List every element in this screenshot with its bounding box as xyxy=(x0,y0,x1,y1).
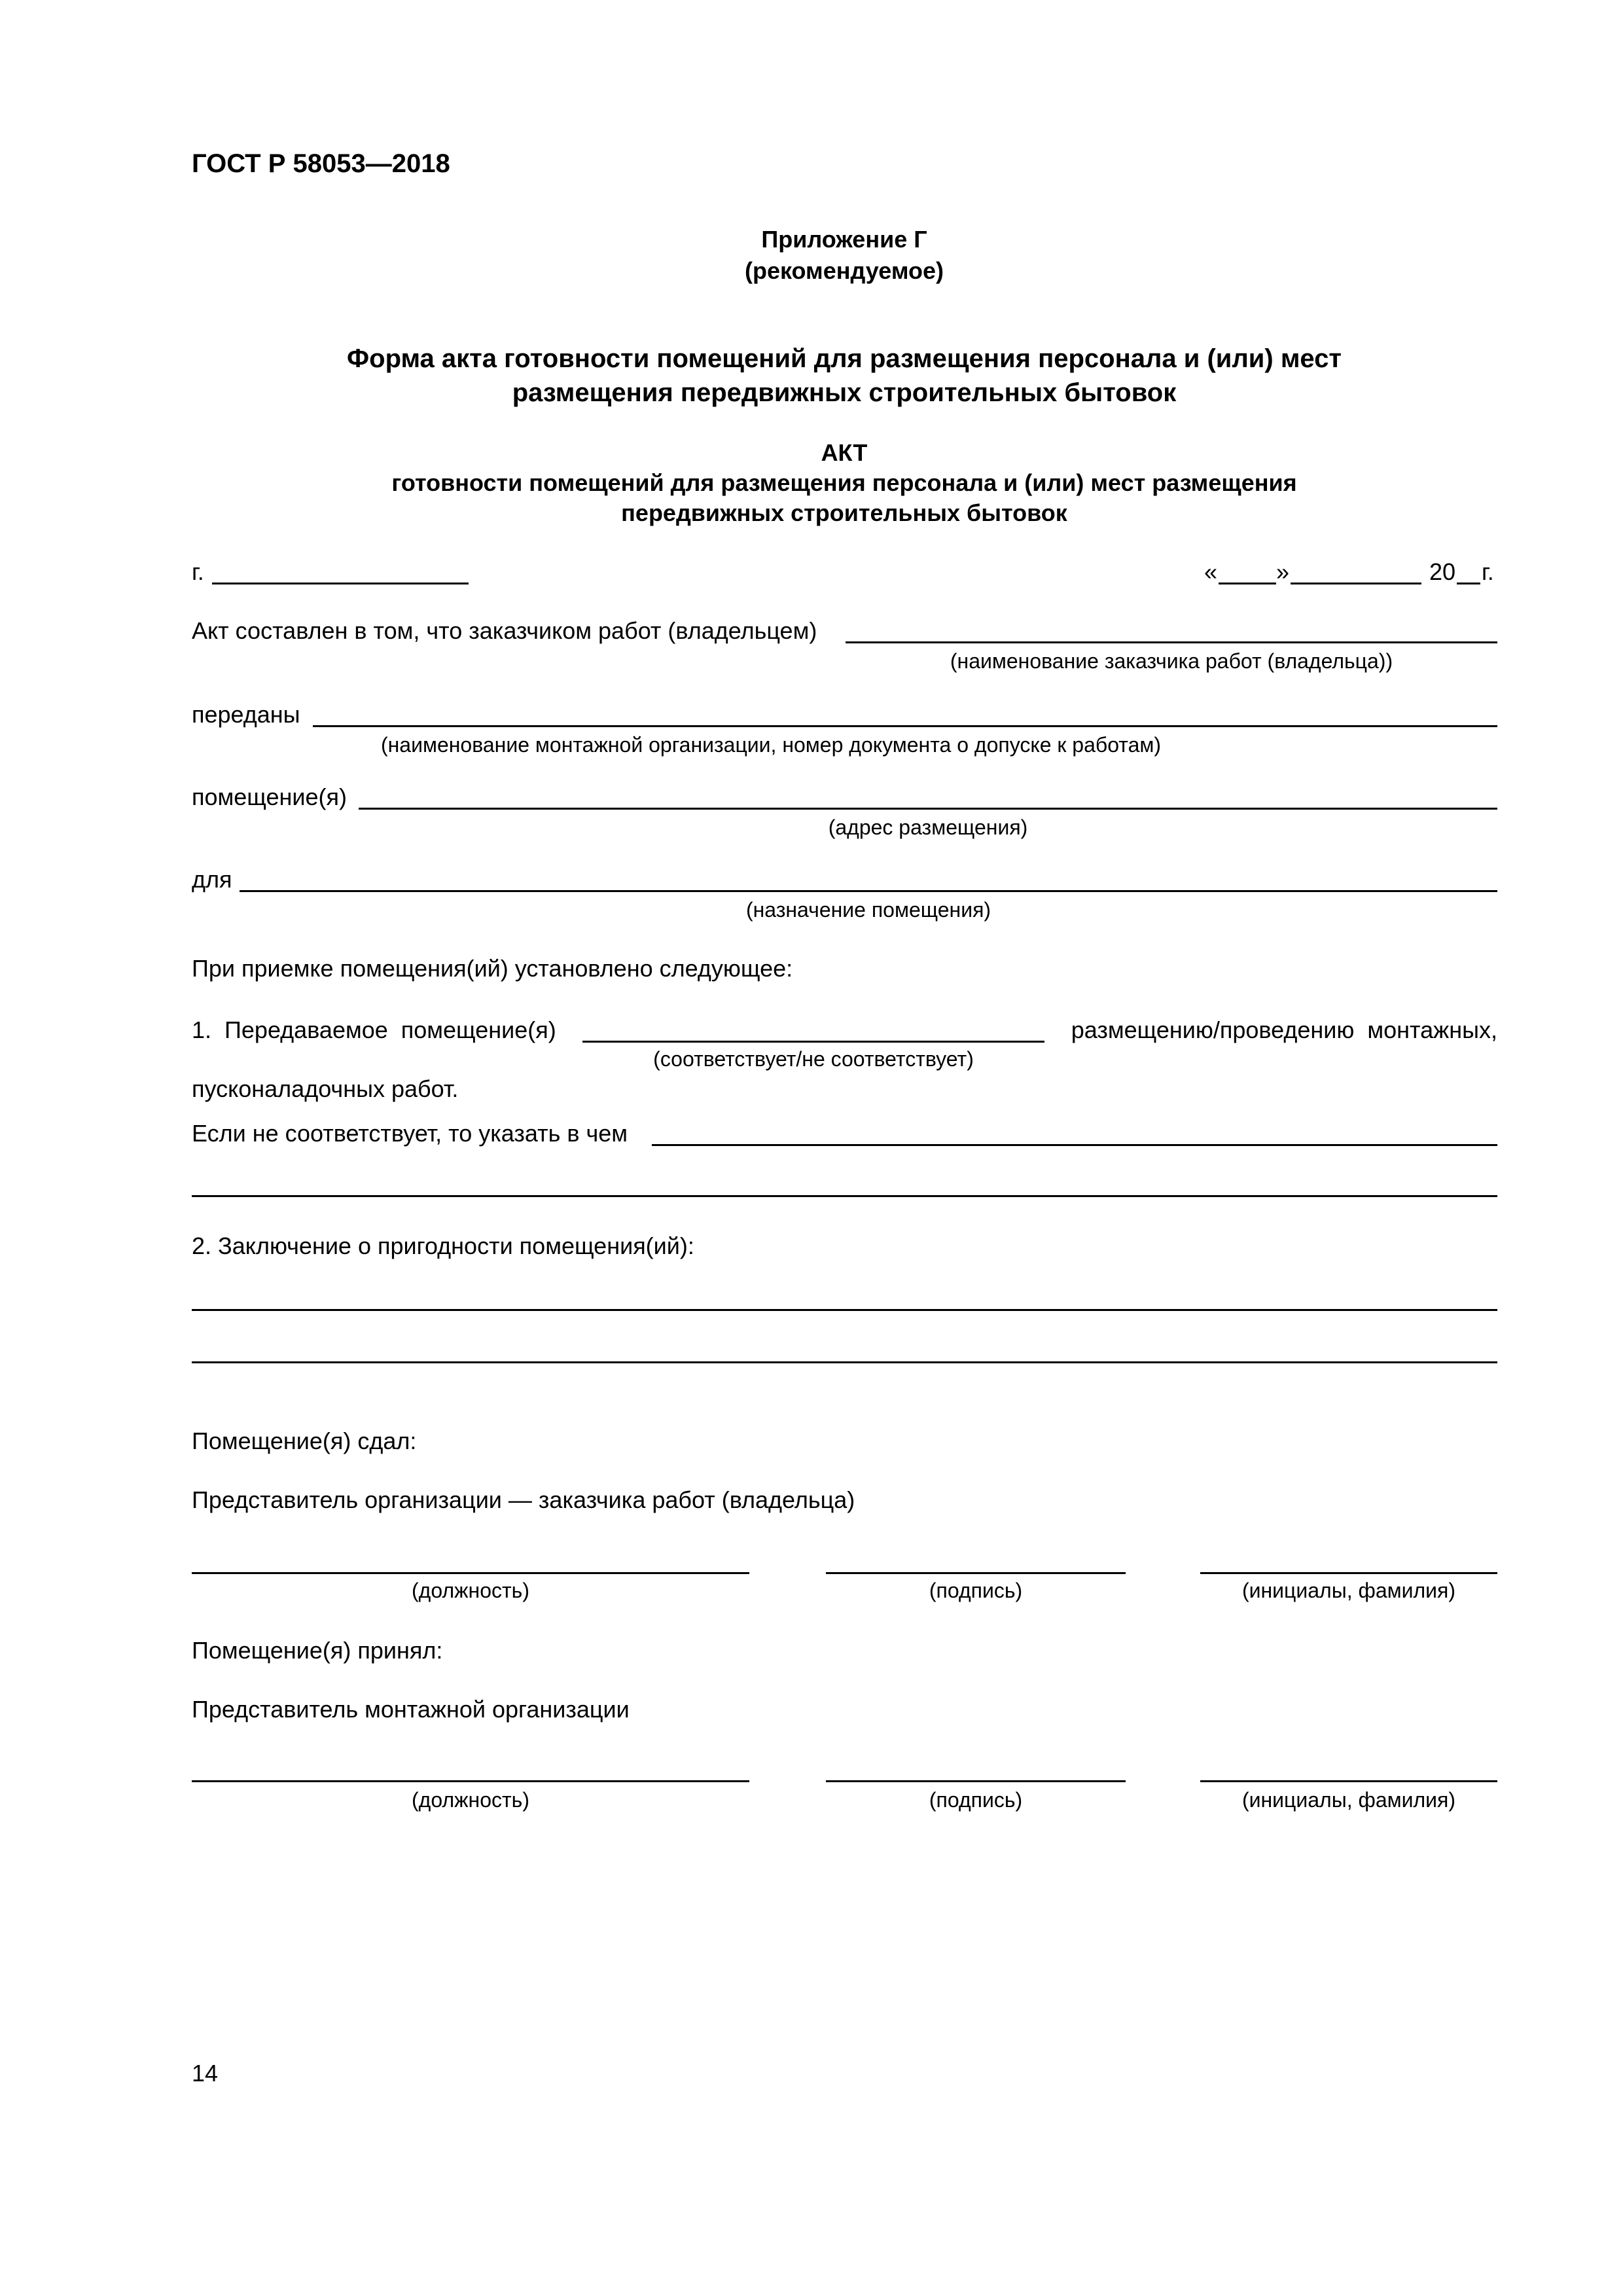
purpose-label: для xyxy=(192,866,232,893)
customer-caption: (наименование заказчика работ (владельца)) xyxy=(950,649,1393,673)
form-title-line2: размещения передвижных строительных бытовок xyxy=(512,378,1177,407)
item2-conclusion: 2. Заключение о пригодности помещения(ий): xyxy=(192,1232,694,1259)
handover-signature-caption: (подпись) xyxy=(929,1579,1023,1602)
handover-position-field[interactable] xyxy=(192,1572,749,1574)
item1-suffix: размещению/проведению монтажных, xyxy=(1071,1016,1497,1043)
conclusion-field-1[interactable] xyxy=(192,1309,1497,1311)
mismatch-label: Если не соответствует, то указать в чем xyxy=(192,1120,628,1147)
page-number: 14 xyxy=(192,2060,219,2087)
handover-label: Помещение(я) сдал: xyxy=(192,1427,417,1454)
form-title-line1: Форма акта готовности помещений для размещения персонала и (или) мест xyxy=(347,344,1342,373)
handover-position-caption: (должность) xyxy=(412,1579,529,1602)
transferred-caption: (наименование монтажной организации, номер документа о допуске к работам) xyxy=(380,733,1162,757)
appendix-status: (рекомендуемое) xyxy=(745,257,944,284)
date-year-field[interactable] xyxy=(1457,583,1480,584)
date-year-prefix: 20 xyxy=(1429,558,1456,585)
date-month-field[interactable] xyxy=(1291,583,1421,584)
acceptance-name-caption: (инициалы, фамилия) xyxy=(1241,1788,1456,1812)
premises-field[interactable] xyxy=(359,808,1497,810)
transferred-field[interactable] xyxy=(313,725,1497,727)
date-day-field[interactable] xyxy=(1219,583,1276,584)
acceptance-position-caption: (должность) xyxy=(412,1788,529,1812)
date-quote-open: « xyxy=(1204,558,1218,585)
act-title-line1: готовности помещений для размещения персонала и (или) мест размещения xyxy=(391,469,1297,496)
transferred-label: переданы xyxy=(192,701,300,728)
handover-name-field[interactable] xyxy=(1200,1572,1497,1574)
acceptance-representative: Представитель монтажной организации xyxy=(192,1696,630,1723)
city-prefix: г. xyxy=(192,558,204,585)
acceptance-position-field[interactable] xyxy=(192,1780,749,1782)
acceptance-signature-field[interactable] xyxy=(826,1780,1126,1782)
customer-field[interactable] xyxy=(846,641,1497,643)
item1-compliance-field[interactable] xyxy=(582,1041,1044,1043)
item1-prefix: 1. Передаваемое помещение(я) xyxy=(192,1016,556,1043)
premises-label: помещение(я) xyxy=(192,783,348,810)
conclusion-field-2[interactable] xyxy=(192,1361,1497,1363)
act-title-line2: передвижных строительных бытовок xyxy=(621,499,1067,526)
item1-continuation: пусконаладочных работ. xyxy=(192,1075,459,1102)
date-year-suffix: г. xyxy=(1482,558,1494,585)
acceptance-signature-caption: (подпись) xyxy=(929,1788,1023,1812)
mismatch-field-continued[interactable] xyxy=(192,1195,1497,1197)
handover-signature-field[interactable] xyxy=(826,1572,1126,1574)
act-title-word: АКТ xyxy=(821,439,868,466)
handover-name-caption: (инициалы, фамилия) xyxy=(1241,1579,1456,1602)
findings-intro: При приемке помещения(ий) установлено следующее: xyxy=(192,955,793,982)
date-quote-close: » xyxy=(1276,558,1290,585)
acceptance-label: Помещение(я) принял: xyxy=(192,1637,443,1664)
mismatch-field[interactable] xyxy=(652,1144,1497,1146)
item1-caption: (соответствует/не соответствует) xyxy=(653,1047,974,1071)
premises-caption: (адрес размещения) xyxy=(828,816,1028,839)
acceptance-name-field[interactable] xyxy=(1200,1780,1497,1782)
city-field[interactable] xyxy=(212,583,469,584)
standard-number: ГОСТ Р 58053—2018 xyxy=(192,149,450,178)
appendix-label: Приложение Г xyxy=(761,226,927,253)
purpose-caption: (назначение помещения) xyxy=(745,898,991,922)
customer-label: Акт составлен в том, что заказчиком работ (владельцем) xyxy=(192,617,817,644)
purpose-field[interactable] xyxy=(240,890,1497,892)
handover-representative: Представитель организации — заказчика работ (владельца) xyxy=(192,1486,855,1513)
